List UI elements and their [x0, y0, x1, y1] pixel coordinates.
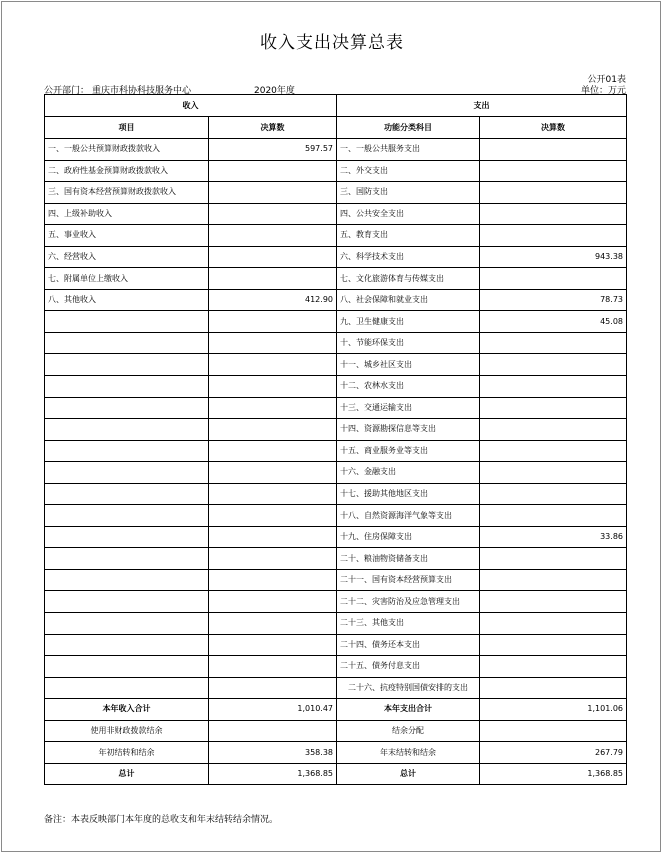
income-item-value — [209, 246, 337, 268]
expense-item-value: 45.08 — [480, 311, 627, 333]
income-item-value — [209, 182, 337, 204]
report-title: 收入支出决算总表 — [260, 33, 404, 53]
income-item-value — [209, 548, 337, 570]
summary-row — [45, 720, 627, 742]
income-item-value — [209, 526, 337, 548]
income-item-label — [45, 548, 209, 570]
expense-item-value — [480, 160, 627, 182]
income-item-value — [209, 268, 337, 290]
table-row — [45, 376, 627, 398]
expense-item-value — [480, 591, 627, 613]
table-row — [45, 397, 627, 419]
expense-item-label: 二十、粮油物资储备支出 — [337, 548, 480, 570]
unit-label: 单位：万元 — [580, 86, 626, 96]
expense-item-value — [480, 613, 627, 635]
income-item-value — [209, 397, 337, 419]
summary-right-label: 年末结转和结余 — [337, 742, 480, 764]
report-body — [45, 95, 627, 785]
section-header-row — [45, 95, 627, 117]
expense-item-label: 十一、城乡社区支出 — [337, 354, 480, 376]
income-item-label — [45, 591, 209, 613]
expense-item-label: 十五、商业服务业等支出 — [337, 440, 480, 462]
expense-item-value — [480, 332, 627, 354]
summary-left-label: 本年收入合计 — [45, 699, 209, 721]
expense-item-label: 十、节能环保支出 — [337, 332, 480, 354]
income-item-label — [45, 613, 209, 635]
income-item-label — [45, 656, 209, 678]
summary-right-value: 1,101.06 — [480, 699, 627, 721]
expense-item-value: 943.38 — [480, 246, 627, 268]
expense-item-label: 八、社会保障和就业支出 — [337, 289, 480, 311]
col-header-amount: 决算数 — [209, 117, 337, 139]
summary-left-label: 年初结转和结余 — [45, 742, 209, 764]
expense-item-label: 三、国防支出 — [337, 182, 480, 204]
table-row — [45, 332, 627, 354]
expense-item-label: 十七、援助其他地区支出 — [337, 483, 480, 505]
expense-item-value — [480, 677, 627, 699]
income-item-label — [45, 634, 209, 656]
expense-item-label: 九、卫生健康支出 — [337, 311, 480, 333]
expense-item-value — [480, 376, 627, 398]
summary-left-value: 1,010.47 — [209, 699, 337, 721]
income-item-label: 四、上级补助收入 — [45, 203, 209, 225]
table-row — [45, 462, 627, 484]
income-item-label: 七、附属单位上缴收入 — [45, 268, 209, 290]
summary-row — [45, 763, 627, 785]
form-code: 公开01表 — [587, 75, 626, 85]
expense-item-value: 78.73 — [480, 289, 627, 311]
summary-row — [45, 742, 627, 764]
expense-item-label: 十四、资源勘探信息等支出 — [337, 419, 480, 441]
income-item-value — [209, 677, 337, 699]
table-row — [45, 440, 627, 462]
expense-item-label: 十九、住房保障支出 — [337, 526, 480, 548]
income-item-value — [209, 505, 337, 527]
income-item-label — [45, 397, 209, 419]
income-item-label — [45, 505, 209, 527]
summary-left-value: 1,368.85 — [209, 763, 337, 785]
expense-item-label: 二十五、债务付息支出 — [337, 656, 480, 678]
income-item-label: 一、一般公共预算财政拨款收入 — [45, 139, 209, 161]
income-item-label — [45, 569, 209, 591]
table-row — [45, 505, 627, 527]
summary-left-label: 总计 — [45, 763, 209, 785]
income-item-label: 三、国有资本经营预算财政拨款收入 — [45, 182, 209, 204]
expense-item-label: 二十四、债务还本支出 — [337, 634, 480, 656]
income-item-label — [45, 311, 209, 333]
table-row — [45, 311, 627, 333]
expense-item-value — [480, 268, 627, 290]
income-item-value — [209, 483, 337, 505]
table-row — [45, 591, 627, 613]
table-row — [45, 569, 627, 591]
expense-item-value — [480, 548, 627, 570]
table-row — [45, 656, 627, 678]
dept-name: 重庆市科协科技服务中心 — [92, 86, 192, 96]
expense-item-value — [480, 462, 627, 484]
column-header-row — [45, 117, 627, 139]
income-item-label — [45, 526, 209, 548]
income-item-label: 二、政府性基金预算财政拨款收入 — [45, 160, 209, 182]
table-row — [45, 483, 627, 505]
summary-left-label: 使用非财政拨款结余 — [45, 720, 209, 742]
expense-item-value — [480, 505, 627, 527]
expense-item-label: 十二、农林水支出 — [337, 376, 480, 398]
income-item-label — [45, 419, 209, 441]
col-header-func-item: 功能分类科目 — [337, 117, 480, 139]
income-item-label: 五、事业收入 — [45, 225, 209, 247]
income-item-label — [45, 354, 209, 376]
expense-item-value — [480, 634, 627, 656]
income-section-header: 收入 — [45, 95, 337, 117]
income-item-value — [209, 656, 337, 678]
summary-right-value — [480, 720, 627, 742]
table-row — [45, 419, 627, 441]
summary-right-label: 总计 — [337, 763, 480, 785]
income-item-label — [45, 376, 209, 398]
table-row — [45, 268, 627, 290]
table-row — [45, 548, 627, 570]
income-item-value — [209, 354, 337, 376]
expense-item-label: 五、教育支出 — [337, 225, 480, 247]
income-item-value — [209, 591, 337, 613]
expense-item-value — [480, 182, 627, 204]
expense-item-value — [480, 139, 627, 161]
expense-item-value — [480, 225, 627, 247]
income-item-value — [209, 332, 337, 354]
income-item-label: 八、其他收入 — [45, 289, 209, 311]
dept-label: 公开部门： — [44, 86, 90, 96]
expense-item-label: 二、外交支出 — [337, 160, 480, 182]
income-item-label — [45, 332, 209, 354]
expense-item-value — [480, 203, 627, 225]
income-item-label — [45, 462, 209, 484]
income-item-value — [209, 160, 337, 182]
summary-left-value — [209, 720, 337, 742]
table-row — [45, 182, 627, 204]
income-item-value — [209, 225, 337, 247]
expense-item-label: 十八、自然资源海洋气象等支出 — [337, 505, 480, 527]
table-row — [45, 246, 627, 268]
income-item-value — [209, 376, 337, 398]
expense-item-label: 十三、交通运输支出 — [337, 397, 480, 419]
table-row — [45, 160, 627, 182]
income-item-label: 六、经营收入 — [45, 246, 209, 268]
income-item-value: 412.90 — [209, 289, 337, 311]
expense-item-value — [480, 419, 627, 441]
table-row — [45, 139, 627, 161]
summary-row — [45, 699, 627, 721]
income-item-label — [45, 677, 209, 699]
table-row — [45, 289, 627, 311]
expense-item-value — [480, 354, 627, 376]
table-row — [45, 354, 627, 376]
income-item-value — [209, 440, 337, 462]
expense-item-label: 四、公共安全支出 — [337, 203, 480, 225]
expense-item-value: 33.86 — [480, 526, 627, 548]
income-item-label — [45, 440, 209, 462]
expense-item-label: 七、文化旅游体育与传媒支出 — [337, 268, 480, 290]
income-item-label — [45, 483, 209, 505]
fiscal-year: 2020年度 — [254, 86, 295, 96]
expense-item-label: 一、一般公共服务支出 — [337, 139, 480, 161]
expense-item-label: 二十三、其他支出 — [337, 613, 480, 635]
expense-item-value — [480, 397, 627, 419]
report-table — [44, 94, 627, 785]
income-item-value — [209, 462, 337, 484]
income-item-value — [209, 419, 337, 441]
table-row — [45, 203, 627, 225]
expense-section-header: 支出 — [337, 95, 627, 117]
expense-item-value — [480, 569, 627, 591]
summary-right-value: 267.79 — [480, 742, 627, 764]
expense-item-label: 二十一、国有资本经营预算支出 — [337, 569, 480, 591]
income-item-value — [209, 634, 337, 656]
expense-item-label: 六、科学技术支出 — [337, 246, 480, 268]
summary-right-value: 1,368.85 — [480, 763, 627, 785]
col-header-amount2: 决算数 — [480, 117, 627, 139]
expense-item-label: 十六、金融支出 — [337, 462, 480, 484]
table-row — [45, 526, 627, 548]
col-header-item: 项目 — [45, 117, 209, 139]
income-item-value — [209, 203, 337, 225]
income-item-value: 597.57 — [209, 139, 337, 161]
income-item-value — [209, 569, 337, 591]
footnote: 备注：本表反映部门本年度的总收支和年末结转结余情况。 — [44, 815, 279, 825]
summary-right-label: 结余分配 — [337, 720, 480, 742]
expense-item-label: 二十二、灾害防治及应急管理支出 — [337, 591, 480, 613]
income-item-value — [209, 311, 337, 333]
table-row — [45, 677, 627, 699]
table-row — [45, 634, 627, 656]
income-item-value — [209, 613, 337, 635]
expense-item-value — [480, 440, 627, 462]
table-row — [45, 225, 627, 247]
table-row — [45, 613, 627, 635]
summary-left-value: 358.38 — [209, 742, 337, 764]
summary-right-label: 本年支出合计 — [337, 699, 480, 721]
expense-item-label: 二十六、抗疫特别国债安排的支出 — [337, 677, 480, 699]
expense-item-value — [480, 656, 627, 678]
expense-item-value — [480, 483, 627, 505]
